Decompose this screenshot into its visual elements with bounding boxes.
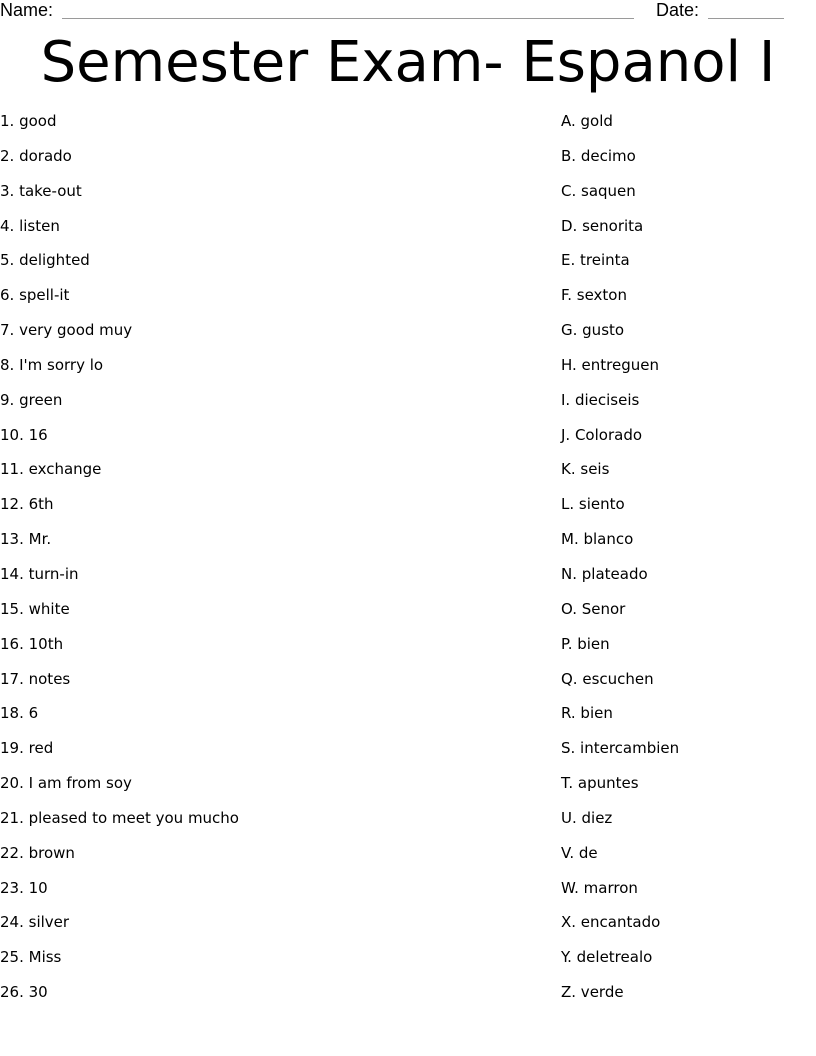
clue-item: 9. green: [0, 390, 63, 409]
answer-item: Z. verde: [561, 983, 624, 1002]
clue-item: 7. very good muy: [0, 321, 133, 340]
clue-item: 12. 6th: [0, 495, 54, 514]
answer-item: L. siento: [561, 495, 625, 514]
answer-item: R. bien: [561, 704, 613, 723]
clue-item: 8. I'm sorry lo: [0, 355, 104, 374]
clue-item: 6. spell-it: [0, 286, 70, 305]
clue-item: 2. dorado: [0, 146, 72, 165]
clue-item: 26. 30: [0, 983, 48, 1002]
answer-item: Y. deletrealo: [561, 948, 653, 967]
answer-item: J. Colorado: [561, 425, 643, 444]
answer-item: H. entreguen: [561, 355, 659, 374]
answer-item: D. senorita: [561, 216, 644, 235]
clue-item: 4. listen: [0, 216, 60, 235]
answer-item: N. plateado: [561, 564, 648, 583]
clue-item: 17. notes: [0, 669, 71, 688]
clue-item: 10. 16: [0, 425, 48, 444]
answer-item: U. diez: [561, 808, 613, 827]
clue-item: 20. I am from soy: [0, 774, 132, 793]
answer-item: K. seis: [561, 460, 610, 479]
answer-item: I. dieciseis: [561, 390, 640, 409]
clue-item: 16. 10th: [0, 634, 64, 653]
answer-item: B. decimo: [561, 146, 636, 165]
answer-item: T. apuntes: [561, 774, 639, 793]
clue-item: 23. 10: [0, 878, 48, 897]
name-field[interactable]: [62, 18, 634, 19]
answer-item: Q. escuchen: [561, 669, 654, 688]
answer-item: V. de: [561, 843, 598, 862]
clue-item: 13. Mr.: [0, 530, 52, 549]
clue-item: 11. exchange: [0, 460, 102, 479]
answer-item: X. encantado: [561, 913, 661, 932]
answer-item: W. marron: [561, 878, 638, 897]
clue-item: 5. delighted: [0, 251, 90, 270]
answer-item: E. treinta: [561, 251, 630, 270]
clue-list: [0, 104, 540, 1010]
answer-list: [561, 104, 816, 1010]
answer-item: P. bien: [561, 634, 610, 653]
clue-item: 3. take-out: [0, 181, 82, 200]
clue-item: 21. pleased to meet you mucho: [0, 808, 239, 827]
answer-item: C. saquen: [561, 181, 636, 200]
clue-item: 25. Miss: [0, 948, 62, 967]
clue-item: 15. white: [0, 599, 70, 618]
name-label: Name:: [0, 0, 54, 20]
answer-item: M. blanco: [561, 530, 634, 549]
clue-item: 24. silver: [0, 913, 70, 932]
date-label: Date:: [656, 0, 700, 20]
clue-item: 22. brown: [0, 843, 75, 862]
worksheet-header: [0, 0, 816, 22]
page-title: Semester Exam- Espanol I: [40, 30, 776, 95]
clue-item: 1. good: [0, 112, 57, 130]
clue-item: 18. 6: [0, 704, 39, 723]
answer-item: O. Senor: [561, 599, 626, 618]
answer-item: A. gold: [561, 112, 613, 130]
answer-item: S. intercambien: [561, 739, 680, 758]
answer-item: F. sexton: [561, 286, 627, 305]
clue-item: 19. red: [0, 739, 54, 758]
clue-item: 14. turn-in: [0, 564, 79, 583]
answer-item: G. gusto: [561, 321, 625, 340]
date-field[interactable]: [708, 18, 784, 19]
